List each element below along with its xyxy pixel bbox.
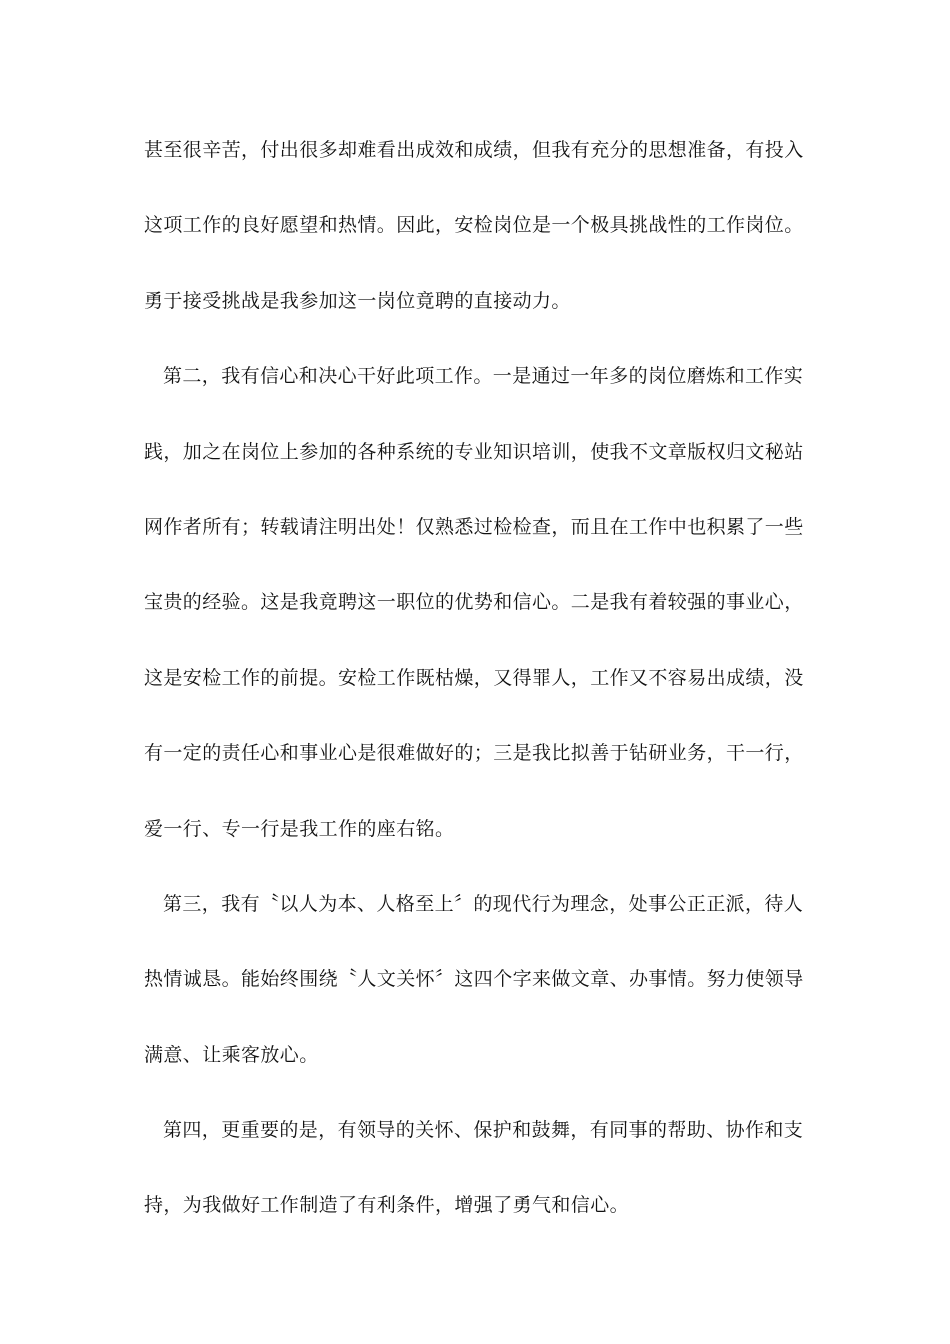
paragraph-start-line: 第三，我有〝以人为本、人格至上〞的现代行为理念，处事公正正派，待人 bbox=[163, 892, 804, 915]
body-text bbox=[144, 130, 804, 1261]
text-line: 爱一行、专一行是我工作的座右铭。 bbox=[144, 817, 455, 840]
text-line: 勇于接受挑战是我参加这一岗位竟聘的直接动力。 bbox=[144, 289, 571, 312]
text-line: 有一定的责任心和事业心是很难做好的；三是我比拟善于钻研业务，干一行， bbox=[144, 742, 804, 765]
text-line: 热情诚恳。能始终围绕〝人文关怀〞这四个字来做文章、办事情。努力使领导 bbox=[144, 968, 804, 991]
text-line: 持，为我做好工作制造了有利条件，增强了勇气和信心。 bbox=[144, 1194, 630, 1217]
paragraph-start-line: 第二，我有信心和决心干好此项工作。一是通过一年多的岗位磨炼和工作实 bbox=[163, 365, 804, 388]
text-line: 这是安检工作的前提。安检工作既枯燥，又得罪人，工作又不容易出成绩，没 bbox=[144, 666, 804, 689]
text-line: 践，加之在岗位上参加的各种系统的专业知识培训，使我不文章版权归文秘站 bbox=[144, 440, 804, 463]
text-line: 满意、让乘客放心。 bbox=[144, 1043, 319, 1066]
text-line: 甚至很辛苦，付出很多却难看出成效和成绩，但我有充分的思想准备，有投入 bbox=[144, 139, 804, 161]
text-line: 宝贵的经验。这是我竟聘这一职位的优势和信心。二是我有着较强的事业心， bbox=[144, 591, 804, 614]
text-line: 这项工作的良好愿望和热情。因此，安检岗位是一个极具挑战性的工作岗位。 bbox=[144, 214, 804, 237]
text-line: 网作者所有；转载请注明出处！仅熟悉过检检查，而且在工作中也积累了一些 bbox=[144, 515, 804, 538]
paragraph-start-line: 第四，更重要的是，有领导的关怀、保护和鼓舞，有同事的帮助、协作和支 bbox=[163, 1119, 804, 1142]
